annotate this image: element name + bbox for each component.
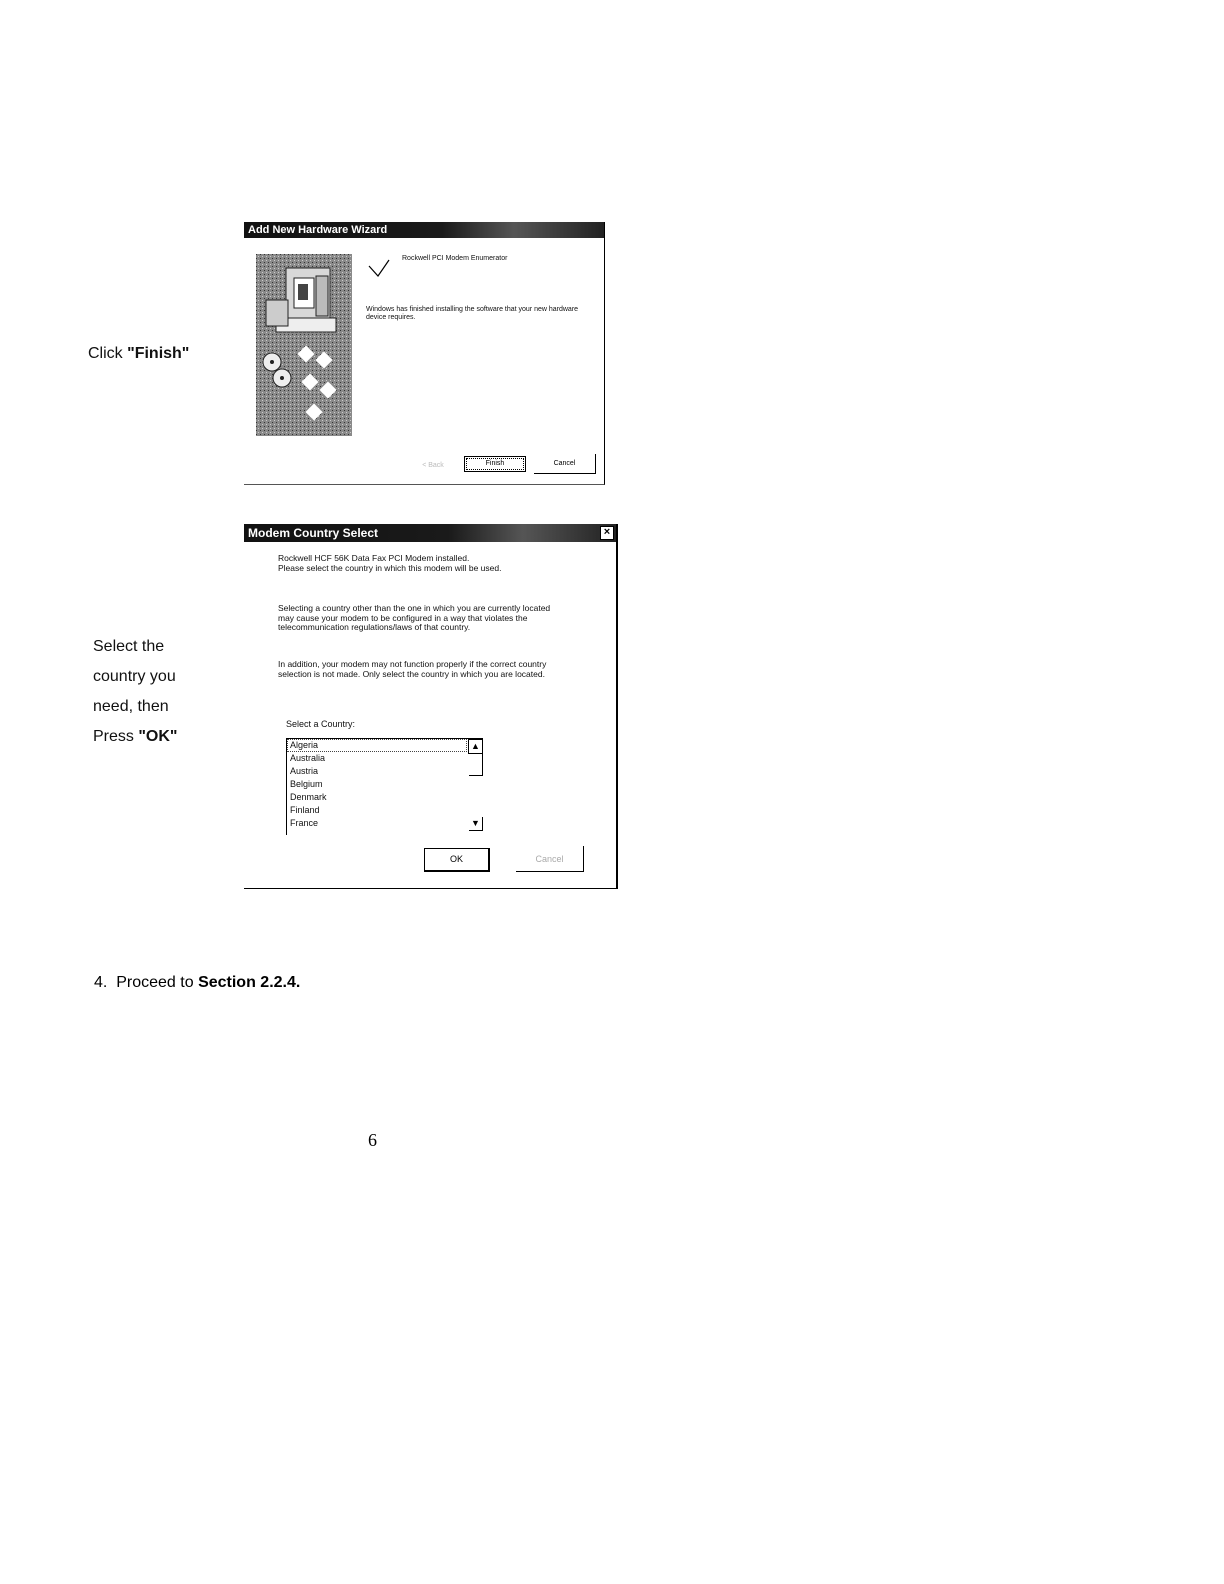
country-dialog-titlebar: [244, 524, 616, 542]
step-number: 4.: [94, 974, 108, 991]
scroll-up-arrow-icon[interactable]: ▲: [468, 739, 483, 754]
country-cancel-button[interactable]: Cancel: [516, 846, 584, 872]
country-listbox[interactable]: [286, 738, 483, 835]
wizard-message: Windows has finished installing the software that your new hardware device requires.: [366, 306, 579, 321]
country-list-item[interactable]: Algeria: [287, 739, 467, 752]
country-instruction-line-4: [93, 722, 178, 752]
country-list-item[interactable]: France: [290, 818, 319, 828]
step-instruction: [94, 974, 300, 992]
country-list-item[interactable]: Austria: [290, 766, 319, 776]
country-instruction-emphasis: "OK": [138, 728, 178, 745]
country-dialog-warning-1: Selecting a country other than the one in which you are currently located may cause your modem to be configured in a way that violates the telecommunication regulations/laws of that country.: [278, 603, 551, 632]
wizard-title: Add New Hardware Wizard: [248, 224, 388, 236]
select-country-label: Select a Country:: [286, 719, 356, 729]
page-number: 6: [368, 1130, 377, 1150]
section-reference: Section 2.2.4.: [198, 974, 301, 991]
step-text: Proceed to: [116, 974, 199, 991]
ok-button[interactable]: OK: [424, 848, 490, 872]
country-list-item[interactable]: Australia: [290, 753, 326, 763]
close-icon[interactable]: ×: [600, 526, 614, 540]
finish-button[interactable]: Finish: [464, 456, 526, 472]
country-instruction-line-3: need, then: [93, 698, 169, 715]
country-dialog-intro: Rockwell HCF 56K Data Fax PCI Modem installed. Please select the country in which this modem will be used.: [278, 553, 502, 573]
finish-instruction-prefix: Click: [88, 345, 128, 362]
wizard-titlebar: [244, 222, 604, 238]
country-list-item[interactable]: Belgium: [290, 779, 323, 789]
finish-instruction-emphasis: "Finish": [127, 345, 190, 362]
checkmark-icon: [368, 258, 390, 283]
country-dialog-title: Modem Country Select: [248, 526, 379, 540]
scroll-thumb[interactable]: [469, 753, 483, 776]
country-list-item[interactable]: Finland: [290, 805, 320, 815]
country-list-scrollbar[interactable]: [469, 739, 483, 835]
add-new-hardware-wizard-dialog: [244, 222, 605, 485]
finish-instruction: [88, 345, 189, 363]
country-instruction-line-1: Select the: [93, 638, 165, 655]
country-list-item[interactable]: Denmark: [290, 792, 327, 802]
modem-country-select-dialog: [244, 524, 618, 889]
country-instruction-line-2: country you: [93, 668, 176, 685]
wizard-cancel-button[interactable]: Cancel: [534, 454, 596, 474]
back-button[interactable]: < Back: [422, 458, 444, 474]
country-instruction: [93, 632, 178, 752]
scroll-down-arrow-icon[interactable]: ▼: [469, 817, 483, 831]
country-dialog-warning-2: In addition, your modem may not function properly if the correct country selection is not made. Only select the country in which you are located.: [278, 659, 547, 679]
wizard-illustration: [256, 254, 352, 436]
country-instruction-prefix: Press: [93, 728, 139, 745]
wizard-device-name: Rockwell PCI Modem Enumerator: [402, 255, 508, 262]
